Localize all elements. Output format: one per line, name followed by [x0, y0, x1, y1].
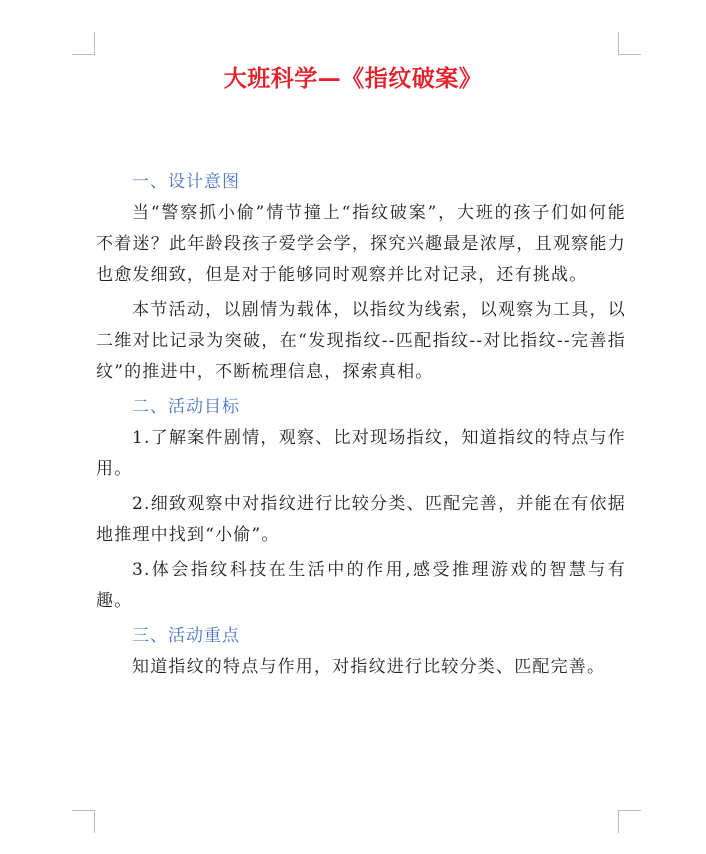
crop-mark-top-left	[72, 32, 95, 55]
paragraph: 2.细致观察中对指纹进行比较分类、匹配完善，并能在有依据地推理中找到“小偷”。	[96, 494, 626, 545]
paragraph: 知道指纹的特点与作用，对指纹进行比较分类、匹配完善。	[132, 657, 606, 677]
paragraph: 当“警察抓小偷”情节撞上“指纹破案”，大班的孩子们如何能不着迷？此年龄段孩子爱学会学，探究兴趣最是浓厚，且观察能力也愈发细致，但是对于能够同时观察并比对记录，还有挑战。	[96, 203, 626, 285]
section-activity-focus	[96, 621, 626, 683]
section-heading: 二、活动目标	[132, 397, 240, 417]
section-design-intent	[96, 167, 626, 388]
document-body	[96, 167, 626, 687]
crop-mark-top-right	[618, 32, 641, 55]
paragraph: 1.了解案件剧情，观察、比对现场指纹，知道指纹的特点与作用。	[96, 428, 626, 479]
crop-mark-bottom-right	[618, 810, 641, 833]
paragraph: 本节活动，以剧情为载体，以指纹为线索，以观察为工具，以二维对比记录为突破，在“发现指纹--匹配指纹--对比指纹--完善指纹”的推进中，不断梳理信息，探索真相。	[96, 300, 626, 382]
crop-mark-bottom-left	[72, 810, 95, 833]
section-heading: 三、活动重点	[132, 626, 240, 646]
section-heading: 一、设计意图	[132, 172, 240, 192]
paragraph: 3.体会指纹科技在生活中的作用,感受推理游戏的智慧与有趣。	[96, 560, 626, 611]
section-activity-goals	[96, 392, 626, 617]
document-title: 大班科学—《指纹破案》	[223, 65, 483, 92]
